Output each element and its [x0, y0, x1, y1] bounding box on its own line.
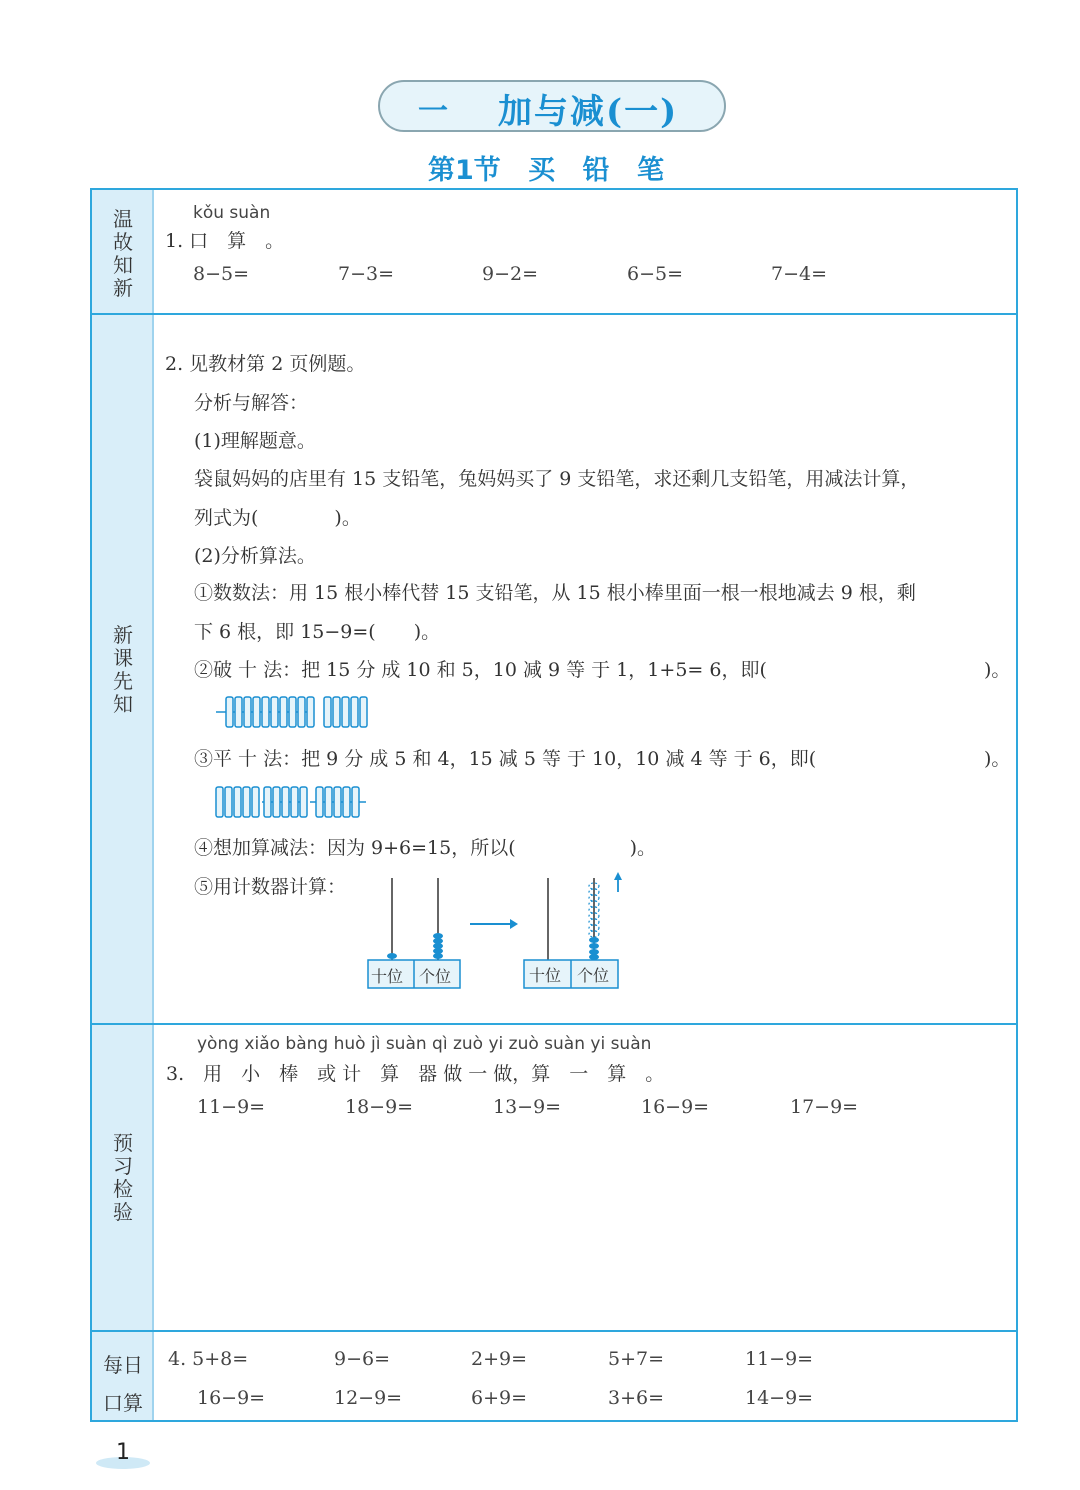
section-label-daily: 每日 口算	[103, 1353, 143, 1415]
q4-expr: 11−9=	[745, 1348, 814, 1370]
section-sidebar	[92, 190, 154, 1420]
arrow-right-icon	[468, 916, 518, 932]
divider-review	[92, 313, 1016, 315]
q2-line: 下 6 根，即 15−9=( )。	[194, 621, 441, 643]
q4-expr: 4. 5+8=	[168, 1348, 249, 1370]
q2-line: 分析与解答：	[194, 392, 309, 414]
q1-expr: 7−4=	[771, 263, 828, 285]
q4-expr: 5+7=	[608, 1348, 665, 1370]
q2-line: (1)理解题意。	[194, 430, 316, 452]
section-label-new-lesson: 新 课 先 知	[113, 623, 133, 716]
page-number: 1	[116, 1440, 130, 1465]
abacus-ones-label: 个位	[577, 966, 610, 985]
q2-line: ③平 十 法：把 9 分 成 5 和 4，15 减 5 等 于 10，10 减 4 等 于 6，即(	[194, 748, 817, 770]
q1-expr: 8−5=	[193, 263, 250, 285]
q1-prompt: 1. 口 算 。	[165, 230, 285, 252]
q4-expr: 9−6=	[334, 1348, 391, 1370]
q2-line: (2)分析算法。	[194, 545, 316, 567]
section-label-review: 温 故 知 新	[113, 207, 133, 300]
q2-line: ④想加算减法：因为 9+6=15，所以( )。	[194, 837, 657, 859]
q3-expr: 17−9=	[790, 1096, 859, 1118]
q3-expr: 18−9=	[345, 1096, 414, 1118]
q2-line: ①数数法：用 15 根小棒代替 15 支铅笔，从 15 根小棒里面一根一根地减去 9 根，剩	[194, 582, 916, 604]
q3-expr: 16−9=	[641, 1096, 710, 1118]
abacus-tens-label: 十位	[371, 967, 404, 986]
q4-expr: 14−9=	[745, 1387, 814, 1409]
abacus-ones-label: 个位	[419, 967, 452, 986]
stick-bundle-illustration	[214, 694, 374, 730]
abacus-tens-label: 十位	[529, 966, 562, 985]
q1-expr: 6−5=	[627, 263, 684, 285]
section-title: 第1节 买 铅 笔	[428, 155, 664, 186]
q2-line: 2. 见教材第 2 页例题。	[165, 353, 366, 375]
q2-line: )。	[984, 659, 1011, 681]
q1-pinyin: kǒu suàn	[193, 203, 271, 223]
q2-line: )。	[984, 748, 1011, 770]
stick-split-illustration	[214, 784, 374, 820]
q4-expr: 6+9=	[471, 1387, 528, 1409]
q4-expr: 3+6=	[608, 1387, 665, 1409]
q3-expr: 13−9=	[493, 1096, 562, 1118]
chapter-number: 一	[418, 94, 448, 129]
q4-expr: 2+9=	[471, 1348, 528, 1370]
q2-line: ②破 十 法：把 15 分 成 10 和 5，10 减 9 等 于 1，1+5= 6，即(	[194, 659, 767, 681]
divider-preview	[92, 1330, 1016, 1332]
q2-line: 列式为( )。	[194, 507, 361, 529]
q4-expr: 12−9=	[334, 1387, 403, 1409]
q2-line: ⑤用计数器计算：	[194, 876, 347, 898]
q3-pinyin: yòng xiǎo bàng huò jì suàn qì zuò yi zuò suàn yi suàn	[197, 1034, 652, 1054]
q1-expr: 7−3=	[338, 263, 395, 285]
q2-line: 袋鼠妈妈的店里有 15 支铅笔，兔妈妈买了 9 支铅笔，求还剩几支铅笔，用减法计算，	[194, 468, 920, 490]
q3-expr: 11−9=	[197, 1096, 266, 1118]
chapter-title: 加与减(一)	[498, 92, 679, 132]
section-label-preview: 预 习 检 验	[113, 1131, 133, 1224]
q1-expr: 9−2=	[482, 263, 539, 285]
divider-new-lesson	[92, 1023, 1016, 1025]
q3-prompt: 3. 用 小 棒 或 计 算 器 做 一 做，算 一 算 。	[166, 1063, 665, 1085]
q4-expr: 16−9=	[197, 1387, 266, 1409]
